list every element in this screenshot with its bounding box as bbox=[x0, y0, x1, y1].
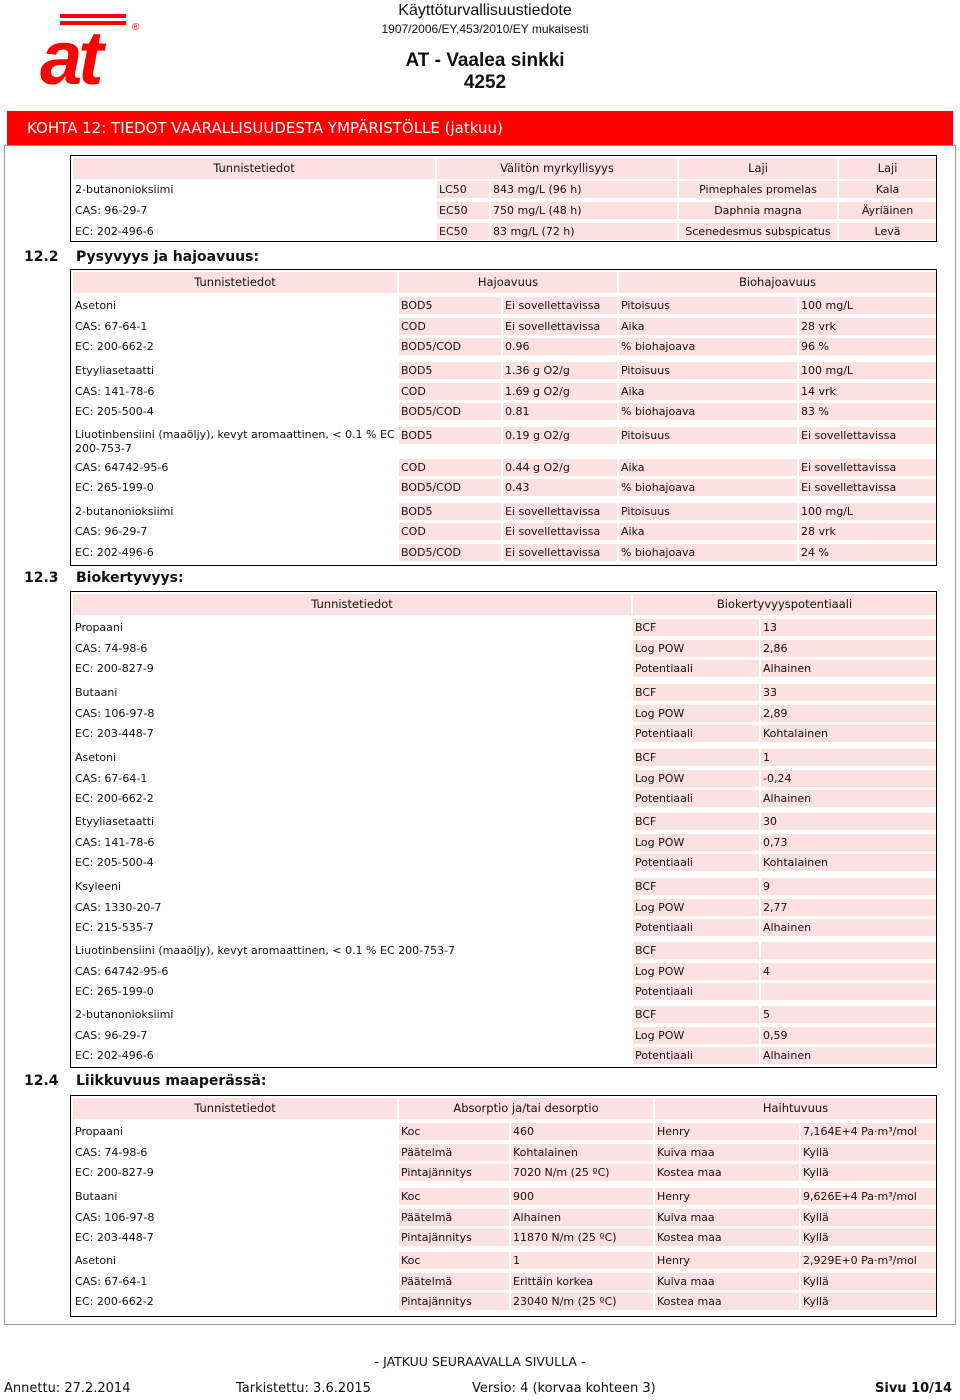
persistence-parameter: Aika bbox=[619, 523, 797, 540]
bioaccumulation-parameter: Log POW bbox=[633, 640, 759, 657]
persistence-id: CAS: 67-64-1 bbox=[75, 320, 148, 333]
persistence-header-id: Tunnistetiedot bbox=[73, 272, 397, 293]
svg-text:®: ® bbox=[132, 22, 140, 33]
persistence-parameter-value: 83 % bbox=[799, 403, 936, 420]
mobility-id: EC: 200-827-9 bbox=[75, 1166, 154, 1179]
persistence-method: COD bbox=[399, 318, 501, 335]
bioaccumulation-parameter: Log POW bbox=[633, 899, 759, 916]
persistence-result: 0.96 bbox=[503, 338, 617, 355]
mobility-volatility-parameter: Kuiva maa bbox=[655, 1209, 799, 1226]
persistence-method: BOD5 bbox=[399, 297, 501, 314]
bioaccumulation-id: EC: 200-827-9 bbox=[75, 662, 154, 675]
persistence-id: EC: 265-199-0 bbox=[75, 481, 154, 494]
bioaccumulation-id: Ksyleeni bbox=[75, 880, 122, 893]
bioaccumulation-value: -0,24 bbox=[761, 770, 936, 787]
persistence-id: EC: 205-500-4 bbox=[75, 405, 154, 418]
persistence-result: 0.19 g O2/g bbox=[503, 427, 617, 444]
persistence-parameter-value: 100 mg/L bbox=[799, 362, 936, 379]
mobility-absorption-value: 900 bbox=[511, 1188, 653, 1205]
persistence-result: Ei sovellettavissa bbox=[503, 503, 617, 520]
bioaccumulation-id: EC: 215-535-7 bbox=[75, 921, 154, 934]
persistence-method: BOD5/COD bbox=[399, 544, 501, 561]
bioaccumulation-id: EC: 205-500-4 bbox=[75, 856, 154, 869]
mobility-volatility-parameter: Henry bbox=[655, 1252, 799, 1269]
bioaccumulation-id: 2-butanonioksiimi bbox=[75, 1008, 174, 1021]
persistence-parameter-value: 28 vrk bbox=[799, 318, 936, 335]
persistence-method: COD bbox=[399, 383, 501, 400]
toxicity-header-acute: Välitön myrkyllisyys bbox=[437, 158, 677, 179]
mobility-absorption-value: 7020 N/m (25 ºC) bbox=[511, 1164, 653, 1181]
bioaccumulation-parameter: Potentiaali bbox=[633, 1047, 759, 1064]
bioaccumulation-id: CAS: 67-64-1 bbox=[75, 771, 148, 785]
bioaccumulation-header-potential: Biokertyvyyspotentiaali bbox=[633, 594, 936, 615]
mobility-id: CAS: 74-98-6 bbox=[75, 1145, 148, 1159]
mobility-volatility-parameter: Kostea maa bbox=[655, 1164, 799, 1181]
bioaccumulation-table bbox=[70, 591, 937, 1068]
toxicity-value: 750 mg/L (48 h) bbox=[491, 202, 677, 219]
persistence-parameter-value: 100 mg/L bbox=[799, 297, 936, 314]
at-logo bbox=[32, 10, 162, 90]
mobility-volatility-value: Kyllä bbox=[801, 1164, 936, 1181]
mobility-header-id: Tunnistetiedot bbox=[73, 1098, 397, 1119]
bioaccumulation-id: CAS: 1330-20-7 bbox=[75, 900, 162, 914]
bioaccumulation-parameter: Log POW bbox=[633, 963, 759, 980]
persistence-id: CAS: 64742-95-6 bbox=[75, 461, 169, 474]
toxicity-table bbox=[70, 155, 937, 242]
bioaccumulation-heading: 12.3 Biokertyvyys: bbox=[24, 570, 184, 586]
mobility-absorption-parameter: Koc bbox=[399, 1188, 509, 1205]
persistence-parameter-value: 14 vrk bbox=[799, 383, 936, 400]
mobility-volatility-value: 7,164E+4 Pa·m³/mol bbox=[801, 1123, 936, 1140]
bioaccumulation-id: EC: 203-448-7 bbox=[75, 727, 154, 740]
mobility-volatility-value: 2,929E+0 Pa·m³/mol bbox=[801, 1252, 936, 1269]
toxicity-header-species: Laji bbox=[679, 158, 837, 179]
mobility-absorption-value: 11870 N/m (25 ºC) bbox=[511, 1229, 653, 1246]
bioaccumulation-parameter: Potentiaali bbox=[633, 725, 759, 742]
toxicity-type: EC50 bbox=[437, 202, 489, 219]
bioaccumulation-value: Kohtalainen bbox=[761, 725, 936, 742]
persistence-id: CAS: 141-78-6 bbox=[75, 385, 155, 398]
mobility-volatility-value: Kyllä bbox=[801, 1273, 936, 1290]
revised-date: Tarkistettu: 3.6.2015 bbox=[236, 1381, 371, 1396]
bioaccumulation-parameter: Log POW bbox=[633, 770, 759, 787]
persistence-parameter-value: Ei sovellettavissa bbox=[799, 459, 936, 476]
bioaccumulation-id: CAS: 64742-95-6 bbox=[75, 964, 169, 978]
mobility-volatility-value: Kyllä bbox=[801, 1144, 936, 1161]
bioaccumulation-parameter: BCF bbox=[633, 684, 759, 701]
bioaccumulation-value: Alhainen bbox=[761, 660, 936, 677]
bioaccumulation-value: 9 bbox=[761, 878, 936, 895]
toxicity-value: 83 mg/L (72 h) bbox=[491, 223, 677, 240]
bioaccumulation-value: Kohtalainen bbox=[761, 854, 936, 871]
toxicity-header-id: Tunnistetiedot bbox=[73, 158, 435, 179]
mobility-volatility-value: Kyllä bbox=[801, 1293, 936, 1310]
persistence-id: Etyyliasetaatti bbox=[75, 364, 155, 377]
persistence-header-biodegradation: Biohajoavuus bbox=[619, 272, 936, 293]
mobility-id: EC: 203-448-7 bbox=[75, 1231, 154, 1244]
persistence-result: Ei sovellettavissa bbox=[503, 318, 617, 335]
mobility-absorption-value: 1 bbox=[511, 1252, 653, 1269]
product-code: 4252 bbox=[463, 72, 507, 93]
bioaccumulation-value: 1 bbox=[761, 749, 936, 766]
persistence-method: BOD5/COD bbox=[399, 403, 501, 420]
persistence-header-degradation: Hajoavuus bbox=[399, 272, 617, 293]
toxicity-group: Kala bbox=[839, 181, 936, 198]
bioaccumulation-parameter: Log POW bbox=[633, 1027, 759, 1044]
toxicity-header-group: Laji bbox=[839, 158, 936, 179]
persistence-id: 2-butanonioksiimi bbox=[75, 505, 174, 518]
persistence-parameter: Aika bbox=[619, 459, 797, 476]
persistence-table bbox=[70, 269, 937, 566]
persistence-method: BOD5/COD bbox=[399, 338, 501, 355]
bioaccumulation-value: 2,89 bbox=[761, 705, 936, 722]
mobility-volatility-parameter: Kuiva maa bbox=[655, 1144, 799, 1161]
mobility-absorption-parameter: Päätelmä bbox=[399, 1273, 509, 1290]
persistence-result: Ei sovellettavissa bbox=[503, 297, 617, 314]
mobility-volatility-value: Kyllä bbox=[801, 1209, 936, 1226]
document-header bbox=[0, 0, 960, 110]
bioaccumulation-id: Butaani bbox=[75, 686, 118, 699]
mobility-volatility-parameter: Kostea maa bbox=[655, 1293, 799, 1310]
persistence-parameter: Pitoisuus bbox=[619, 297, 797, 314]
persistence-method: BOD5/COD bbox=[399, 479, 501, 496]
persistence-parameter: Pitoisuus bbox=[619, 427, 797, 444]
persistence-result: 0.43 bbox=[503, 479, 617, 496]
mobility-absorption-parameter: Koc bbox=[399, 1123, 509, 1140]
bioaccumulation-parameter: Potentiaali bbox=[633, 790, 759, 807]
bioaccumulation-parameter: BCF bbox=[633, 619, 759, 636]
mobility-absorption-parameter: Päätelmä bbox=[399, 1144, 509, 1161]
mobility-absorption-value: Erittäin korkea bbox=[511, 1273, 653, 1290]
document-title: Käyttöturvallisuustiedote bbox=[398, 2, 572, 19]
bioaccumulation-value: 0,73 bbox=[761, 834, 936, 851]
persistence-parameter: Pitoisuus bbox=[619, 503, 797, 520]
persistence-method: BOD5 bbox=[399, 362, 501, 379]
bioaccumulation-id: CAS: 106-97-8 bbox=[75, 706, 155, 720]
toxicity-species: Pimephales promelas bbox=[679, 181, 837, 198]
mobility-id: Butaani bbox=[75, 1190, 118, 1203]
persistence-parameter-value: 100 mg/L bbox=[799, 503, 936, 520]
toxicity-value: 843 mg/L (96 h) bbox=[491, 181, 677, 198]
mobility-absorption-parameter: Koc bbox=[399, 1252, 509, 1269]
bioaccumulation-id: EC: 202-496-6 bbox=[75, 1049, 154, 1062]
bioaccumulation-value: 13 bbox=[761, 619, 936, 636]
bioaccumulation-value: 4 bbox=[761, 963, 936, 980]
toxicity-id: 2-butanonioksiimi bbox=[75, 183, 174, 196]
bioaccumulation-parameter: BCF bbox=[633, 1006, 759, 1023]
toxicity-group: Äyriäinen bbox=[839, 202, 936, 219]
bioaccumulation-parameter: BCF bbox=[633, 749, 759, 766]
persistence-parameter-value: 28 vrk bbox=[799, 523, 936, 540]
persistence-result: Ei sovellettavissa bbox=[503, 544, 617, 561]
mobility-id: Asetoni bbox=[75, 1254, 117, 1267]
bioaccumulation-id: EC: 200-662-2 bbox=[75, 792, 154, 805]
bioaccumulation-parameter: Log POW bbox=[633, 834, 759, 851]
mobility-volatility-parameter: Kuiva maa bbox=[655, 1273, 799, 1290]
persistence-parameter: % biohajoava bbox=[619, 338, 797, 355]
toxicity-species: Scenedesmus subspicatus bbox=[679, 223, 837, 240]
toxicity-species: Daphnia magna bbox=[679, 202, 837, 219]
persistence-parameter: % biohajoava bbox=[619, 403, 797, 420]
bioaccumulation-value bbox=[761, 942, 936, 959]
mobility-absorption-value: 460 bbox=[511, 1123, 653, 1140]
bioaccumulation-id: Etyyliasetaatti bbox=[75, 815, 155, 828]
mobility-heading: 12.4 Liikkuvuus maaperässä: bbox=[24, 1073, 267, 1089]
bioaccumulation-id: CAS: 96-29-7 bbox=[75, 1028, 148, 1042]
toxicity-group: Levä bbox=[839, 223, 936, 240]
mobility-volatility-value: Kyllä bbox=[801, 1229, 936, 1246]
bioaccumulation-value: 2,86 bbox=[761, 640, 936, 657]
persistence-parameter: Aika bbox=[619, 318, 797, 335]
mobility-table bbox=[70, 1095, 937, 1317]
mobility-volatility-parameter: Kostea maa bbox=[655, 1229, 799, 1246]
bioaccumulation-value: 30 bbox=[761, 813, 936, 830]
persistence-result: 1.69 g O2/g bbox=[503, 383, 617, 400]
bioaccumulation-value: 5 bbox=[761, 1006, 936, 1023]
svg-text:at: at bbox=[40, 16, 100, 90]
section-title: KOHTA 12: TIEDOT VAARALLISUUDESTA YMPÄRISTÖLLE (jatkuu) bbox=[7, 111, 953, 145]
mobility-volatility-parameter: Henry bbox=[655, 1188, 799, 1205]
bioaccumulation-parameter: Potentiaali bbox=[633, 660, 759, 677]
bioaccumulation-id: Liuotinbensiini (maaöljy), kevyt aromaattinen, < 0.1 % EC 200-753-7 bbox=[75, 944, 456, 957]
mobility-absorption-value: Kohtalainen bbox=[511, 1144, 653, 1161]
mobility-absorption-value: 23040 N/m (25 ºC) bbox=[511, 1293, 653, 1310]
mobility-absorption-parameter: Pintajännitys bbox=[399, 1229, 509, 1246]
bioaccumulation-value: Alhainen bbox=[761, 919, 936, 936]
mobility-absorption-parameter: Pintajännitys bbox=[399, 1164, 509, 1181]
mobility-absorption-parameter: Päätelmä bbox=[399, 1209, 509, 1226]
toxicity-type: EC50 bbox=[437, 223, 489, 240]
toxicity-type: LC50 bbox=[437, 181, 489, 198]
bioaccumulation-value: 33 bbox=[761, 684, 936, 701]
mobility-header-absorption: Absorptio ja/tai desorptio bbox=[399, 1098, 653, 1119]
persistence-method: COD bbox=[399, 523, 501, 540]
regulation-text: 1907/2006/EY,453/2010/EY mukaisesti bbox=[381, 22, 589, 36]
bioaccumulation-parameter: Potentiaali bbox=[633, 854, 759, 871]
persistence-parameter: Aika bbox=[619, 383, 797, 400]
persistence-parameter: Pitoisuus bbox=[619, 362, 797, 379]
bioaccumulation-id: Propaani bbox=[75, 621, 123, 634]
persistence-result: 1.36 g O2/g bbox=[503, 362, 617, 379]
persistence-parameter-value: Ei sovellettavissa bbox=[799, 427, 936, 444]
bioaccumulation-value: 0,59 bbox=[761, 1027, 936, 1044]
persistence-id: CAS: 96-29-7 bbox=[75, 525, 148, 538]
bioaccumulation-parameter: Log POW bbox=[633, 705, 759, 722]
persistence-method: BOD5 bbox=[399, 503, 501, 520]
persistence-method: COD bbox=[399, 459, 501, 476]
mobility-volatility-value: 9,626E+4 Pa·m³/mol bbox=[801, 1188, 936, 1205]
persistence-heading: 12.2 Pysyvyys ja hajoavuus: bbox=[24, 249, 260, 265]
continues-note: - JATKUU SEURAAVALLA SIVULLA - bbox=[374, 1354, 586, 1369]
issued-date: Annettu: 27.2.2014 bbox=[4, 1381, 131, 1396]
mobility-volatility-parameter: Henry bbox=[655, 1123, 799, 1140]
persistence-result: 0.81 bbox=[503, 403, 617, 420]
mobility-header-volatility: Haihtuvuus bbox=[655, 1098, 936, 1119]
bioaccumulation-id: EC: 265-199-0 bbox=[75, 985, 154, 998]
bioaccumulation-value bbox=[761, 983, 936, 1000]
version-info: Versio: 4 (korvaa kohteen 3) bbox=[472, 1381, 656, 1396]
bioaccumulation-value: Alhainen bbox=[761, 1047, 936, 1064]
mobility-id: Propaani bbox=[75, 1125, 123, 1138]
persistence-id: Liuotinbensiini (maaöljy), kevyt aromaattinen, < 0.1 % EC 200-753-7 bbox=[75, 428, 395, 455]
bioaccumulation-parameter: BCF bbox=[633, 878, 759, 895]
bioaccumulation-id: CAS: 141-78-6 bbox=[75, 835, 155, 849]
persistence-parameter-value: Ei sovellettavissa bbox=[799, 479, 936, 496]
persistence-result: Ei sovellettavissa bbox=[503, 523, 617, 540]
product-name: AT - Vaalea sinkki bbox=[405, 50, 565, 71]
bioaccumulation-value: Alhainen bbox=[761, 790, 936, 807]
mobility-absorption-parameter: Pintajännitys bbox=[399, 1293, 509, 1310]
persistence-parameter: % biohajoava bbox=[619, 544, 797, 561]
persistence-parameter-value: 96 % bbox=[799, 338, 936, 355]
persistence-parameter: % biohajoava bbox=[619, 479, 797, 496]
mobility-id: EC: 200-662-2 bbox=[75, 1295, 154, 1308]
bioaccumulation-value: 2,77 bbox=[761, 899, 936, 916]
mobility-absorption-value: Alhainen bbox=[511, 1209, 653, 1226]
bioaccumulation-parameter: Potentiaali bbox=[633, 983, 759, 1000]
mobility-id: CAS: 67-64-1 bbox=[75, 1274, 148, 1288]
persistence-id: EC: 200-662-2 bbox=[75, 340, 154, 353]
persistence-id: EC: 202-496-6 bbox=[75, 546, 154, 559]
bioaccumulation-id: CAS: 74-98-6 bbox=[75, 641, 148, 655]
bioaccumulation-parameter: BCF bbox=[633, 813, 759, 830]
toxicity-id: CAS: 96-29-7 bbox=[75, 204, 148, 217]
bioaccumulation-parameter: BCF bbox=[633, 942, 759, 959]
bioaccumulation-parameter: Potentiaali bbox=[633, 919, 759, 936]
persistence-method: BOD5 bbox=[399, 427, 501, 444]
page-number: Sivu 10/14 bbox=[875, 1381, 953, 1396]
bioaccumulation-id: Asetoni bbox=[75, 751, 117, 764]
mobility-id: CAS: 106-97-8 bbox=[75, 1210, 155, 1224]
bioaccumulation-header-id: Tunnistetiedot bbox=[73, 594, 631, 615]
persistence-id: Asetoni bbox=[75, 299, 117, 312]
persistence-result: 0.44 g O2/g bbox=[503, 459, 617, 476]
persistence-parameter-value: 24 % bbox=[799, 544, 936, 561]
toxicity-id: EC: 202-496-6 bbox=[75, 225, 154, 238]
